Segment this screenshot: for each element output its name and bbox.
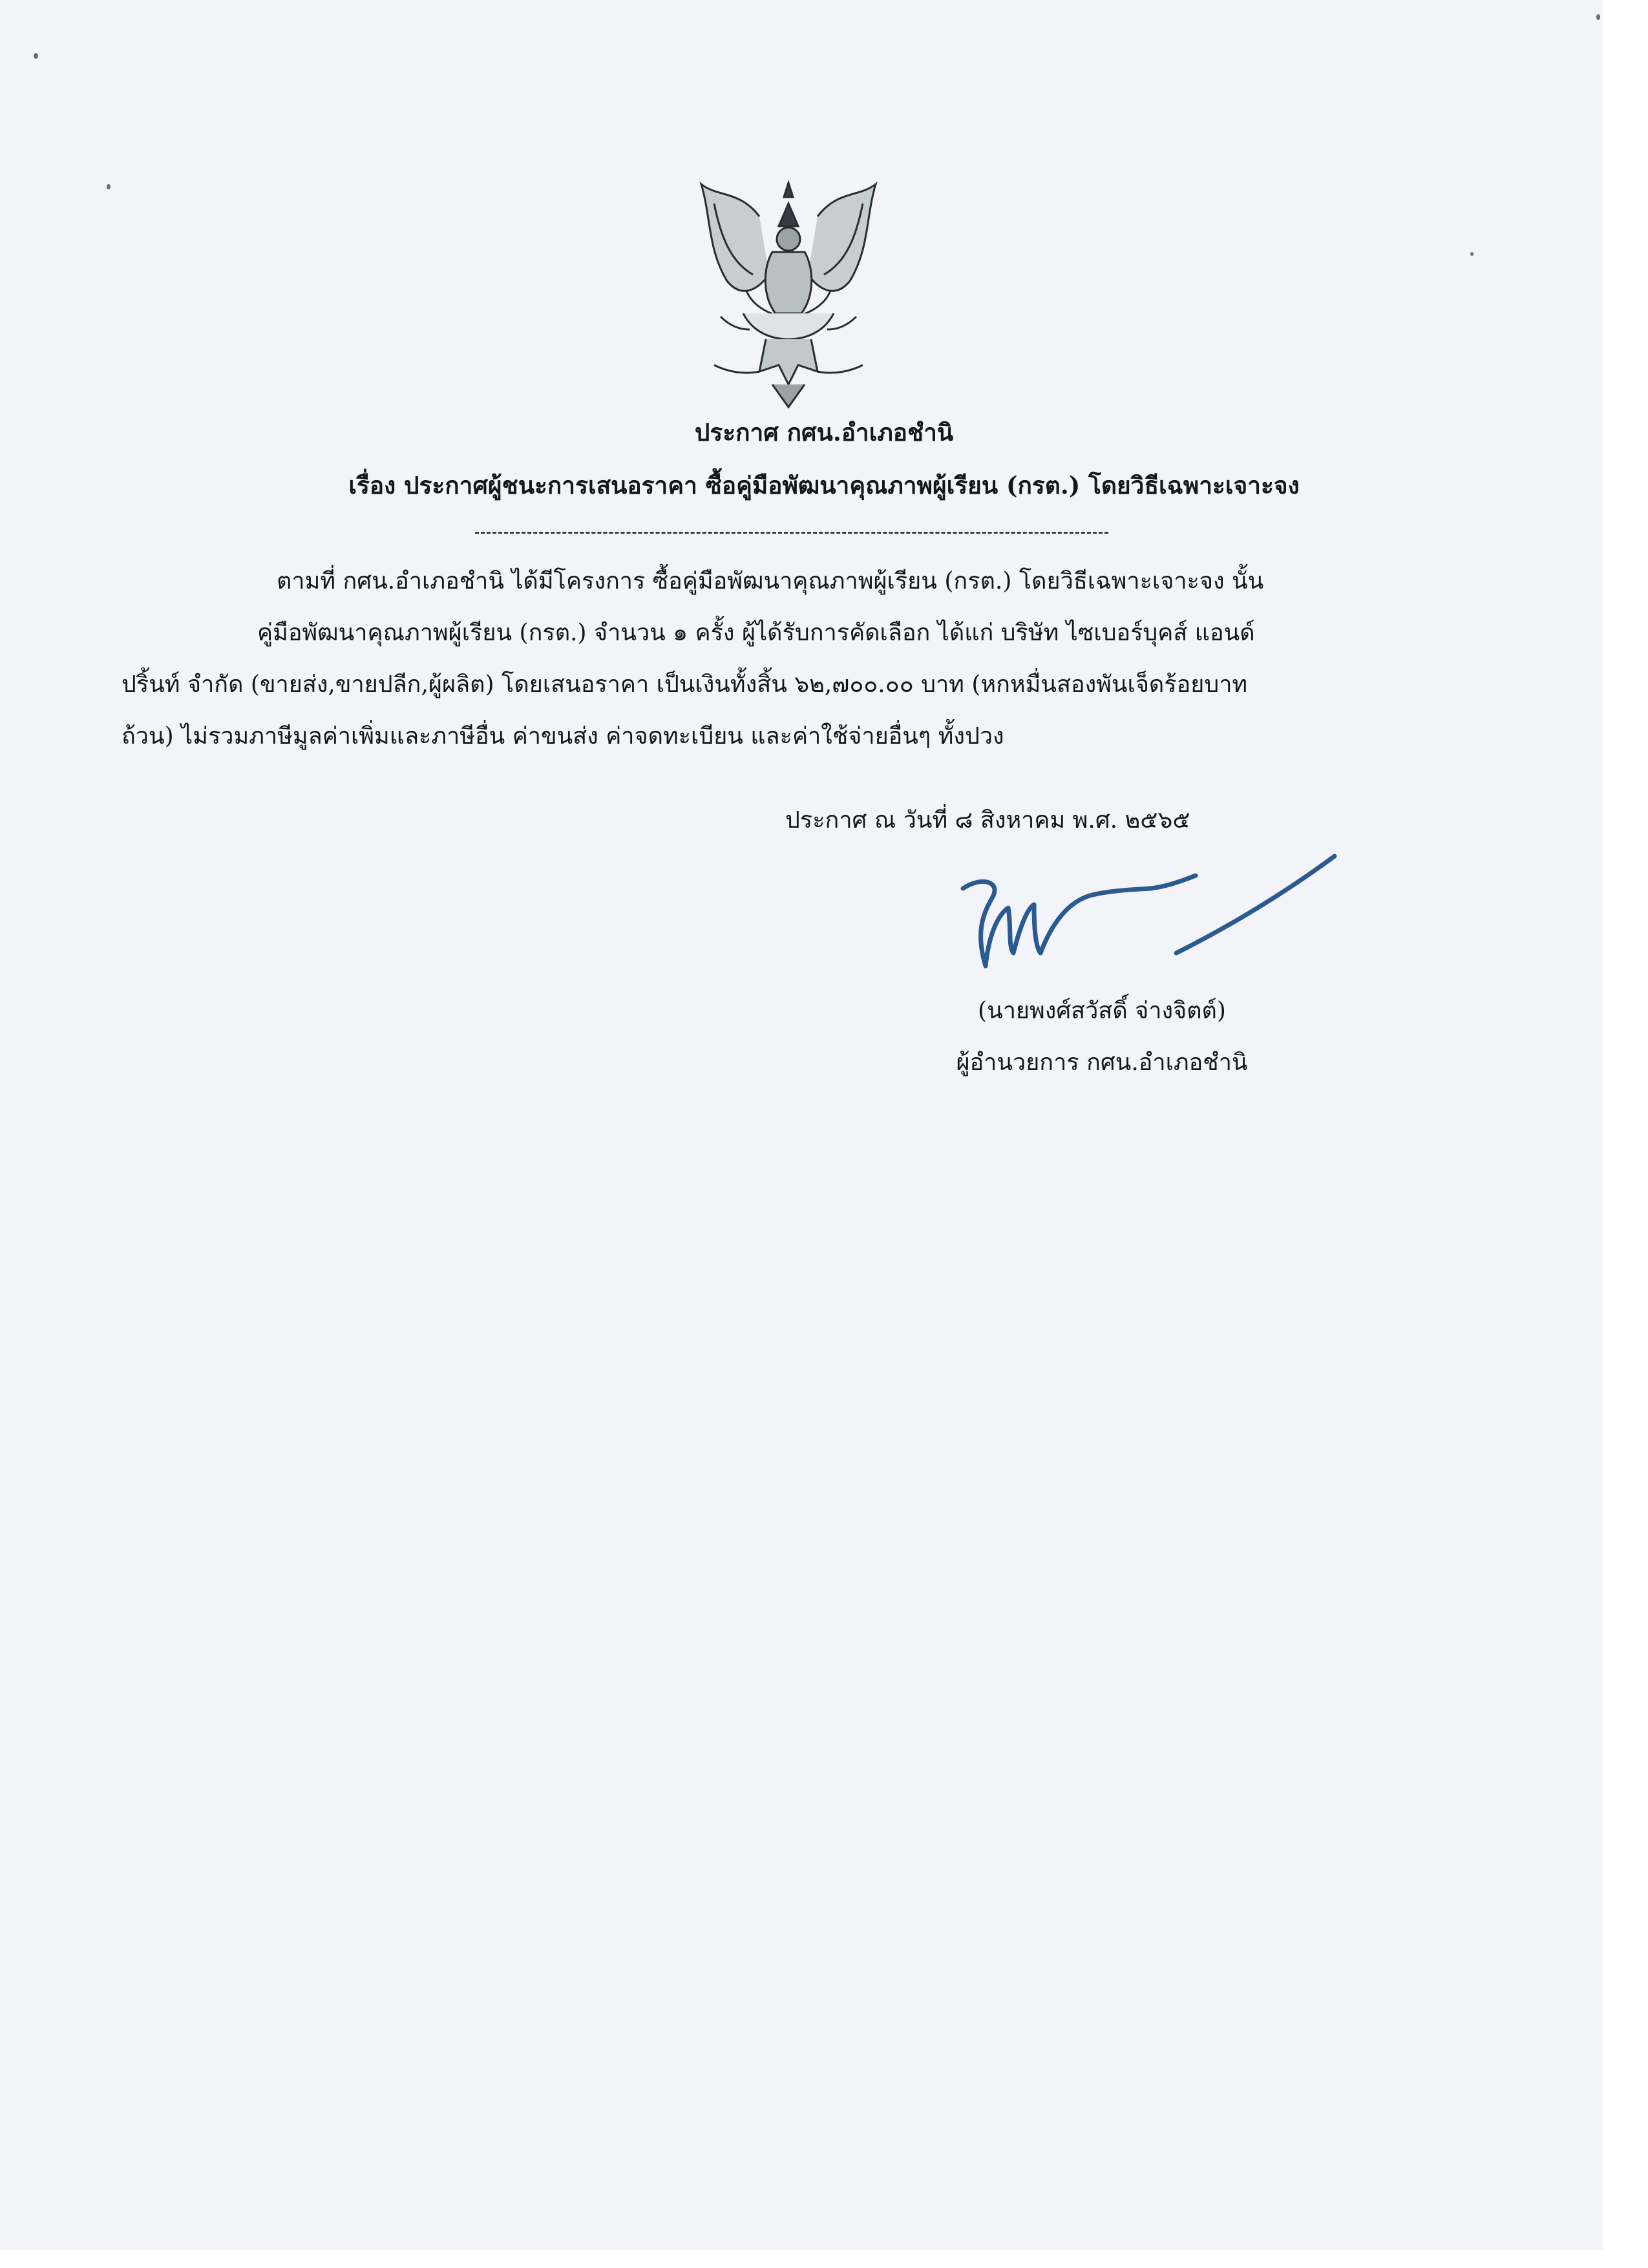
handwritten-signature [937,850,1338,998]
body-line: ถ้วน) ไม่รวมภาษีมูลค่าเพิ่มและภาษีอื่น ค่าขนส่ง ค่าจดทะเบียน และค่าใช้จ่ายอื่นๆ ทั้งปวง [121,723,1004,750]
body-paragraph [121,556,1446,762]
document-title: ประกาศ กศน.อำเภอชำนิ [694,418,954,446]
title-divider [475,532,1108,534]
garuda-emblem-icon [682,178,895,410]
document-subject: เรื่อง ประกาศผู้ชนะการเสนอราคา ซื้อคู่มือพัฒนาคุณภาพผู้เรียน (กรต.) โดยวิธีเฉพาะเจาะจง [348,471,1300,499]
body-line: คู่มือพัฒนาคุณภาพผู้เรียน (กรต.) จำนวน ๑ ครั้ง ผู้ได้รับการคัดเลือก ได้แก่ บริษัท ไซเบอร์บุคส์ แอนด์ [257,620,1255,646]
scan-edge [1603,0,1648,2268]
scan-speck [1596,14,1600,20]
scan-bottom-edge [0,2250,1648,2268]
scan-speck [34,53,38,59]
body-line: ปริ้นท์ จำกัด (ขายส่ง,ขายปลีก,ผู้ผลิต) โดยเสนอราคา เป็นเงินทั้งสิ้น ๖๒,๗๐๐.๐๐ บาท (หกหมื่นสองพันเจ็ดร้อยบาท [121,671,1248,698]
announcement-date: ประกาศ ณ วันที่ ๘ สิงหาคม พ.ศ. ๒๕๖๕ [785,807,1190,834]
scan-speck [1470,252,1474,256]
body-line: ตามที่ กศน.อำเภอชำนิ ได้มีโครงการ ซื้อคู่มือพัฒนาคุณภาพผู้เรียน (กรต.) โดยวิธีเฉพาะเจาะจง นั้น [277,568,1264,594]
signer-position: ผู้อำนวยการ กศน.อำเภอชำนิ [956,1049,1248,1076]
scan-speck [107,184,111,189]
signer-name: (นายพงศ์สวัสดิ์ จ่างจิตต์) [978,998,1226,1024]
